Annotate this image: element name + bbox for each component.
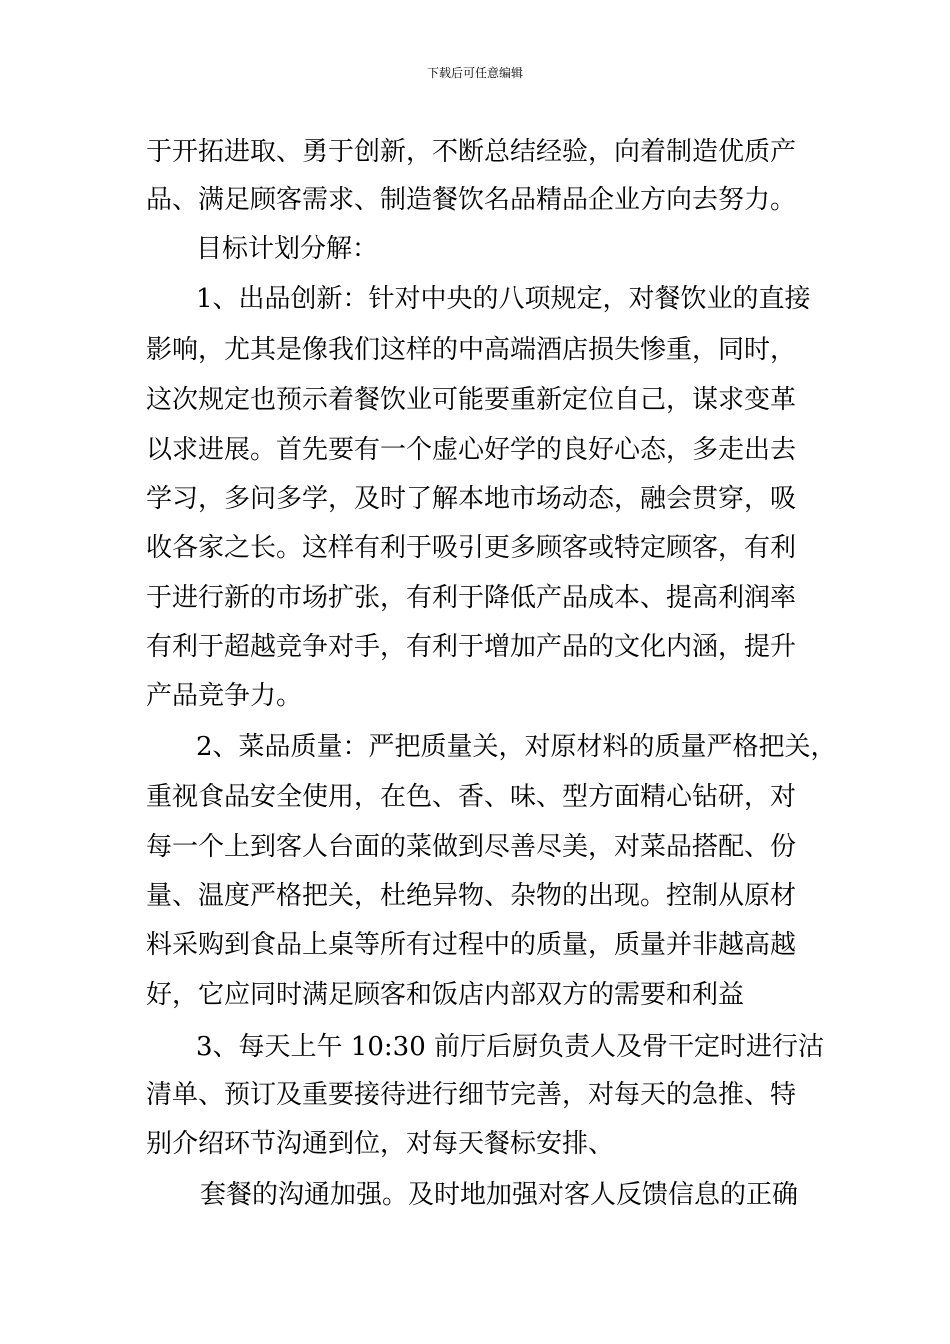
- section-heading: 目标计划分解：: [196, 234, 379, 264]
- text-line: 重视食品安全使用，在色、香、味、型方面精心钻研，对: [146, 782, 797, 812]
- text-line: 料采购到食品上桌等所有过程中的质量，质量并非越高越: [146, 930, 797, 960]
- page-header: 下载后可任意编辑: [426, 66, 523, 80]
- text-line: 影响，尤其是像我们这样的中高端酒店损失惨重，同时，: [146, 335, 797, 365]
- text-line: 量、温度严格把关，杜绝异物、杂物的出现。控制从原材: [146, 881, 797, 911]
- text-line: 3、每天上午 10:30 前厅后厨负责人及骨干定时进行沽: [196, 1032, 824, 1062]
- text-line: 有利于超越竞争对手，有利于增加产品的文化内涵，提升: [146, 632, 797, 662]
- text-line: 套餐的沟通加强。及时地加强对客人反馈信息的正确: [200, 1180, 799, 1210]
- text-line: 好，它应同时满足顾客和饭店内部双方的需要和利益: [146, 980, 745, 1010]
- text-line: 学习，多问多学，及时了解本地市场动态，融会贯穿，吸: [146, 484, 797, 514]
- text-line: 每一个上到客人台面的菜做到尽善尽美，对菜品搭配、份: [146, 832, 797, 862]
- text-line: 品、满足顾客需求、制造餐饮名品精品企业方向去努力。: [146, 185, 797, 215]
- text-line: 2、菜品质量：严把质量关，对原材料的质量严格把关，: [196, 732, 837, 762]
- text-line: 产品竞争力。: [146, 681, 303, 711]
- text-line: 这次规定也预示着餐饮业可能要重新定位自己，谋求变革: [146, 385, 797, 415]
- text-line: 1、出品创新：针对中央的八项规定，对餐饮业的直接: [196, 284, 811, 314]
- text-line: 别介绍环节沟通到位，对每天餐标安排、: [146, 1129, 615, 1159]
- text-line: 收各家之长。这样有利于吸引更多顾客或特定顾客，有利: [146, 533, 797, 563]
- text-line: 于开拓进取、勇于创新，不断总结经验，向着制造优质产: [146, 137, 797, 167]
- text-line: 以求进展。首先要有一个虚心好学的良好心态，多走出去: [146, 435, 797, 465]
- text-line: 于进行新的市场扩张，有利于降低产品成本、提高利润率: [146, 583, 797, 613]
- text-line: 清单、预订及重要接待进行细节完善，对每天的急推、特: [146, 1080, 797, 1110]
